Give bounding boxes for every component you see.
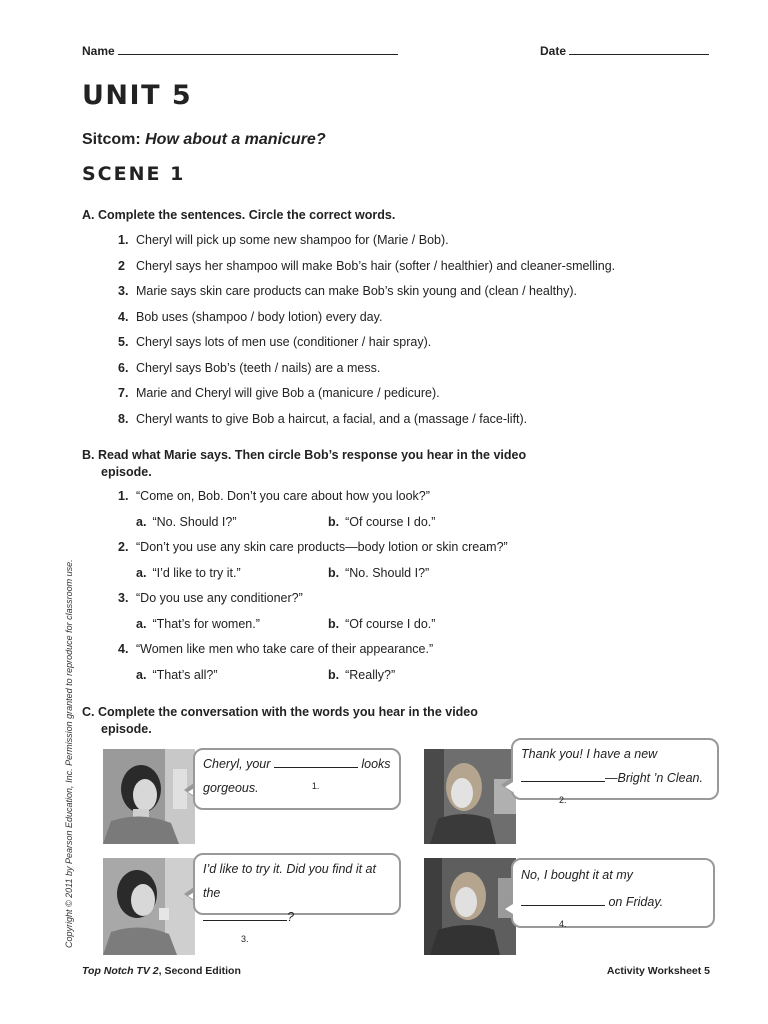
- unit-title: UNIT 5: [82, 80, 193, 111]
- blank-1[interactable]: 1.: [274, 767, 358, 768]
- name-blank[interactable]: [118, 54, 398, 55]
- question-3: 3. “Do you use any conditioner?”: [118, 591, 303, 605]
- list-item: 1. Cheryl will pick up some new shampoo for (Marie / Bob).: [118, 233, 449, 247]
- marie-photo-1: [424, 749, 516, 844]
- option-b[interactable]: b. “Of course I do.”: [328, 514, 436, 529]
- list-item: 3. Marie says skin care products can make Bob’s skin young and (clean / healthy).: [118, 284, 577, 298]
- speech-bubble-1: Cheryl, your 1. looks gorgeous.: [193, 748, 401, 810]
- date-field: [540, 44, 709, 58]
- footer-right: Activity Worksheet 5: [606, 965, 710, 977]
- scene-title: SCENE 1: [82, 163, 186, 185]
- name-label: Name: [82, 44, 115, 58]
- name-field: [82, 44, 398, 58]
- section-a-instruction: A. Complete the sentences. Circle the correct words.: [82, 208, 396, 222]
- option-b[interactable]: b. “Of course I do.”: [328, 616, 436, 631]
- blank-2[interactable]: 2.: [521, 781, 605, 782]
- option-a[interactable]: a. “That’s for women.”: [136, 616, 260, 631]
- date-label: Date: [540, 44, 567, 58]
- option-b[interactable]: b. “No. Should I?”: [328, 565, 430, 580]
- section-b-instruction: B. Read what Marie says. Then circle Bob’s response you hear in the video episode.: [82, 448, 527, 479]
- question-2: 2. “Don’t you use any skin care products—body lotion or skin cream?”: [118, 540, 508, 554]
- footer-left: Top Notch TV 2, Second Edition: [82, 965, 241, 977]
- bubble-4-tail-inner: [505, 904, 513, 914]
- cheryl-photo: [103, 749, 195, 844]
- list-item: 5. Cheryl says lots of men use (conditioner / hair spray).: [118, 335, 432, 349]
- list-item: 2 Cheryl says her shampoo will make Bob’s hair (softer / healthier) and cleaner-smelling.: [118, 258, 616, 273]
- section-a-list: [118, 233, 615, 437]
- options-3: [118, 617, 638, 643]
- section-c-instruction: C. Complete the conversation with the words you hear in the video episode.: [82, 705, 478, 736]
- copyright-notice: Copyright © 2011 by Pearson Education, Inc. Permission granted to reproduce for classroom use.: [64, 559, 74, 948]
- options-4: [118, 668, 638, 694]
- sitcom-title: How about a manicure?: [145, 131, 326, 148]
- speech-bubble-3: I’d like to try it. Did you find it at the 3. ?: [193, 853, 401, 915]
- option-a[interactable]: a. “That’s all?”: [136, 667, 218, 682]
- list-item: 8. Cheryl wants to give Bob a haircut, a facial, and a (massage / face-lift).: [118, 411, 528, 426]
- options-1: [118, 515, 638, 541]
- speech-bubble-4: No, I bought it at my 4. on Friday.: [511, 858, 715, 928]
- blank-3[interactable]: 3.: [203, 920, 287, 921]
- option-b[interactable]: b. “Really?”: [328, 667, 396, 682]
- question-1: 1. “Come on, Bob. Don’t you care about how you look?”: [118, 489, 430, 503]
- option-a[interactable]: a. “No. Should I?”: [136, 514, 237, 529]
- list-item: 4. Bob uses (shampoo / body lotion) every day.: [118, 309, 383, 324]
- option-a[interactable]: a. “I’d like to try it.”: [136, 565, 241, 580]
- question-4: 4. “Women like men who take care of their appearance.”: [118, 642, 434, 656]
- list-item: 7. Marie and Cheryl will give Bob a (manicure / pedicure).: [118, 386, 440, 400]
- section-b-list: [118, 489, 638, 693]
- blank-4[interactable]: 4.: [521, 905, 605, 906]
- sitcom-label: Sitcom:: [82, 131, 141, 148]
- sitcom-heading: [82, 131, 326, 149]
- bubble-2-tail-inner: [505, 782, 513, 792]
- cheryl-photo-2: [103, 858, 195, 955]
- options-2: [118, 566, 638, 592]
- list-item: 6. Cheryl says Bob’s (teeth / nails) are a mess.: [118, 360, 381, 375]
- speech-bubble-2: Thank you! I have a new 2. —Bright ’n Clean.: [511, 738, 719, 800]
- date-blank[interactable]: [569, 54, 709, 55]
